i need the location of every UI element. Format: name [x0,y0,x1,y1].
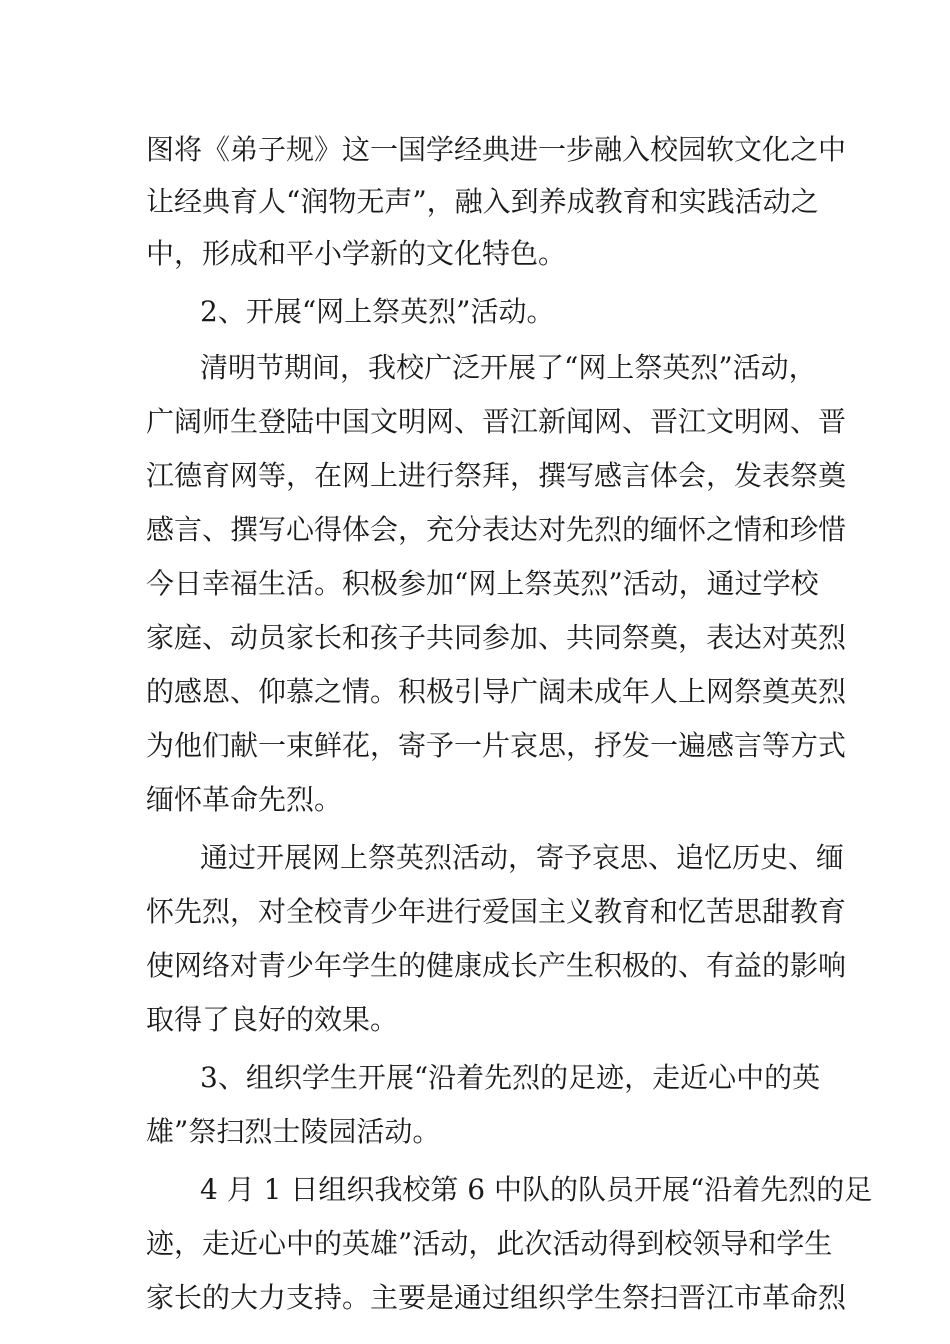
text-line: 感言、撰写心得体会，充分表达对先烈的缅怀之情和珍惜 [146,513,847,546]
text-line: 通过开展网上祭英烈活动，寄予哀思、追忆历史、缅 [200,841,845,874]
text-line: 为他们献一束鲜花，寄予一片哀思，抒发一遍感言等方式 [146,729,847,762]
section-heading-3: 3、组织学生开展“沿着先烈的足迹，走近心中的英 [200,1061,821,1094]
text-line: 让经典育人“润物无声”，融入到养成教育和实践活动之 [146,185,819,218]
text-line: 清明节期间，我校广泛开展了“网上祭英烈”活动， [200,351,817,384]
text-line: 的感恩、仰慕之情。积极引导广阔未成年人上网祭奠英烈 [146,675,847,708]
text-line: 广阔师生登陆中国文明网、晋江新闻网、晋江文明网、晋 [146,405,847,438]
text-line: 今日幸福生活。积极参加“网上祭英烈”活动，通过学校 [146,567,819,600]
text-line: 怀先烈，对全校青少年进行爱国主义教育和忆苦思甜教育 [146,895,847,928]
text-line: 江德育网等，在网上进行祭拜，撰写感言体会，发表祭奠 [146,459,847,492]
text-line: 缅怀革命先烈。 [146,783,343,816]
section-heading-3-cont: 雄”祭扫烈士陵园活动。 [146,1115,441,1148]
text-line: 使网络对青少年学生的健康成长产生积极的、有益的影响 [146,949,847,982]
section-heading-2: 2、开展“网上祭英烈”活动。 [200,295,555,328]
text-line: 4 月 1 日组织我校第 6 中队的队员开展“沿着先烈的足 [200,1173,873,1206]
text-line: 迹，走近心中的英雄”活动，此次活动得到校领导和学生 [146,1227,833,1260]
text-line: 家长的大力支持。主要是通过组织学生祭扫晋江市革命烈 [146,1281,847,1314]
text-line: 中，形成和平小学新的文化特色。 [146,237,567,270]
text-line: 家庭、动员家长和孩子共同参加、共同祭奠，表达对英烈 [146,621,847,654]
text-line: 图将《弟子规》这一国学经典进一步融入校园软文化之中 [146,133,847,166]
text-line: 取得了良好的效果。 [146,1003,399,1036]
